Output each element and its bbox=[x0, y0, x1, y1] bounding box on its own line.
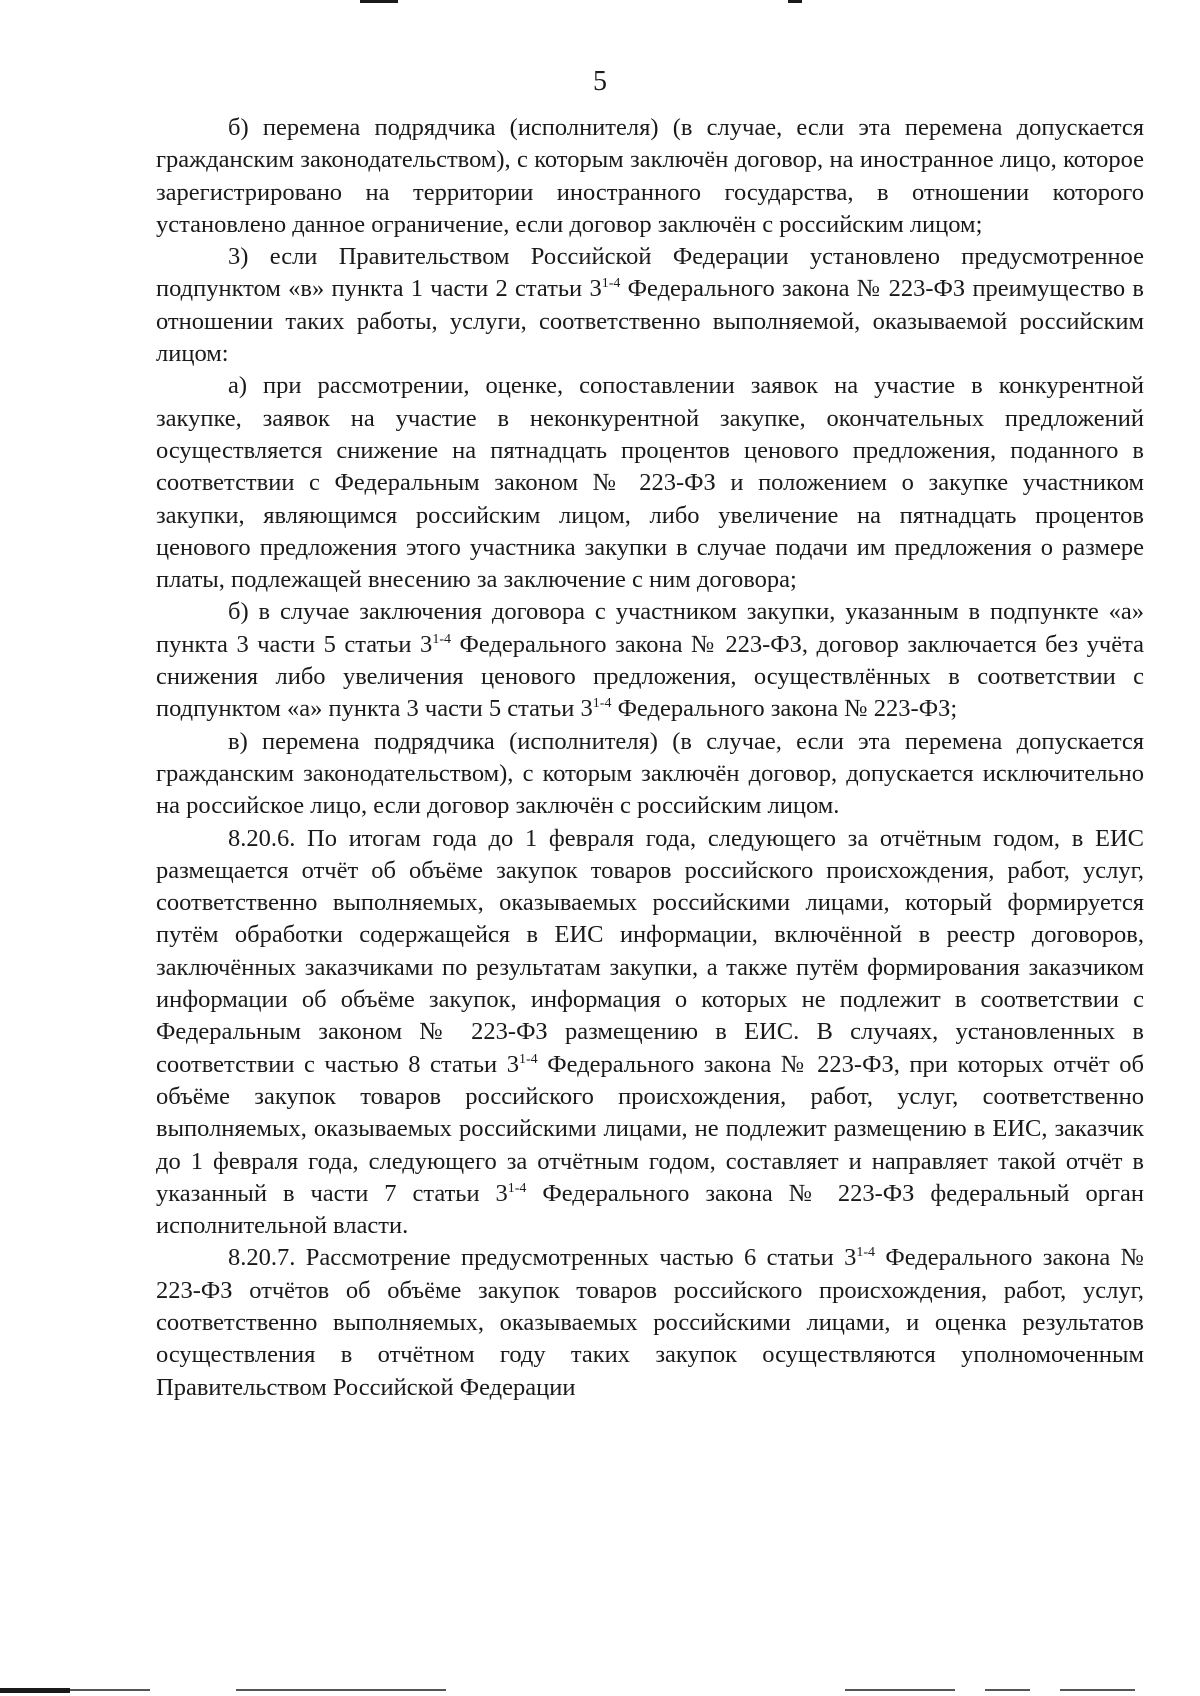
paragraph bbox=[156, 1242, 1144, 1403]
article-superscript: 1-4 bbox=[601, 276, 621, 292]
article-superscript: 1-4 bbox=[507, 1180, 527, 1196]
paragraph bbox=[156, 370, 1144, 596]
paragraph bbox=[156, 596, 1144, 725]
paragraph-text: а) при рассмотрении, оценке, сопоставлении заявок на участие в конкурентной закупке, заявок на участие в неконкурентной закупке, окончательных предложений осуществляется снижение на пятнадцать процентов ценового предложения, поданного в соответствии с Федеральным законом № 223-ФЗ и положением о закупке участником закупки, являющимся российским лицом, либо увеличение на пятнадцать процентов ценового предложения этого участника закупки в случае подачи им предложения о размере платы, подлежащей внесению за заключение с ним договора; bbox=[156, 372, 1144, 594]
article-superscript: 1-4 bbox=[592, 696, 612, 712]
paragraph-text: Федерального закона № 223-ФЗ; bbox=[611, 695, 958, 723]
paragraph bbox=[156, 112, 1144, 241]
scan-bottom-mark bbox=[1060, 1689, 1135, 1691]
article-superscript: 1-4 bbox=[856, 1245, 876, 1261]
scan-top-mark bbox=[360, 0, 398, 3]
page-number: 5 bbox=[593, 66, 607, 97]
scan-bottom-mark bbox=[0, 1688, 70, 1693]
paragraph bbox=[156, 823, 1144, 1243]
paragraph-text: Федерального закона № 223-ФЗ, договор заключается без учёта снижения либо увеличения ценового предложения, осуществлённых в соответствии с подпунктом «а» пункта 3 части 5 статьи 3 bbox=[156, 630, 1144, 723]
article-superscript: 1-4 bbox=[432, 631, 451, 647]
paragraph bbox=[156, 241, 1144, 370]
article-superscript: 1-4 bbox=[518, 1051, 538, 1067]
scan-bottom-mark bbox=[70, 1689, 150, 1691]
document-body bbox=[156, 112, 1144, 1404]
paragraph-text: б) перемена подрядчика (исполнителя) (в случае, если эта перемена допускается гражданским законодательством), с которым заключён договор, на иностранное лицо, которое зарегистрировано на территории иностранного государства, в отношении которого установлено данное ограничение, если договор заключён с российским лицом; bbox=[156, 114, 1144, 238]
paragraph-text: 8.20.7. Рассмотрение предусмотренных частью 6 статьи 3 bbox=[228, 1244, 857, 1272]
paragraph-text: 3) если Правительством Российской Федерации установлено предусмотренное подпунктом «в» пункта 1 части 2 статьи 3 bbox=[156, 243, 1144, 303]
scan-bottom-mark bbox=[985, 1689, 1030, 1691]
scan-top-mark bbox=[788, 0, 802, 3]
paragraph-text: 8.20.6. По итогам года до 1 февраля года, следующего за отчётным годом, в ЕИС размещается отчёт об объёме закупок товаров российского происхождения, работ, услуг, соответственно выполняемых, оказываемых российскими лицами, который формируется путём обработки содержащейся в ЕИС информации, включённой в реестр договоров, заключённых заказчиками по результатам закупки, а также путём формирования заказчиком информации об объёме закупок, информация о которых не подлежит в соответствии с Федеральным законом № 223-ФЗ размещению в ЕИС. В случаях, установленных в соответствии с частью 8 статьи 3 bbox=[156, 824, 1144, 1078]
paragraph-text: Федерального закона № 223-ФЗ отчётов об объёме закупок товаров российского происхождения, работ, услуг, соответственно выполняемых, оказываемых российскими лицами, и оценка результатов осуществления в отчётном году таких закупок осуществляются уполномоченным Правительством Российской Федерации bbox=[156, 1244, 1144, 1401]
paragraph-text: Федерального закона № 223-ФЗ преимущество в отношении таких работы, услуги, соответственно выполняемой, оказываемой российским лицом: bbox=[156, 275, 1144, 368]
paragraph bbox=[156, 726, 1144, 823]
paragraph-text: Федерального закона № 223-ФЗ федеральный орган исполнительной власти. bbox=[156, 1179, 1144, 1240]
paragraph-text: в) перемена подрядчика (исполнителя) (в случае, если эта перемена допускается гражданским законодательством), с которым заключён договор, допускается исключительно на российское лицо, если договор заключён с российским лицом. bbox=[156, 727, 1144, 820]
scan-bottom-mark bbox=[236, 1689, 446, 1691]
paragraph-text: б) в случае заключения договора с участником закупки, указанным в подпункте «а» пункта 3 части 5 статьи 3 bbox=[156, 598, 1144, 658]
scan-bottom-mark bbox=[845, 1689, 955, 1691]
paragraph-text: Федерального закона № 223-ФЗ, при которых отчёт об объёме закупок товаров российского происхождения, работ, услуг, соответственно выполняемых, оказываемых российскими лицами, не подлежит размещению в ЕИС, заказчик до 1 февраля года, следующего за отчётным годом, составляет и направляет такой отчёт в указанный в части 7 статьи 3 bbox=[156, 1050, 1144, 1207]
